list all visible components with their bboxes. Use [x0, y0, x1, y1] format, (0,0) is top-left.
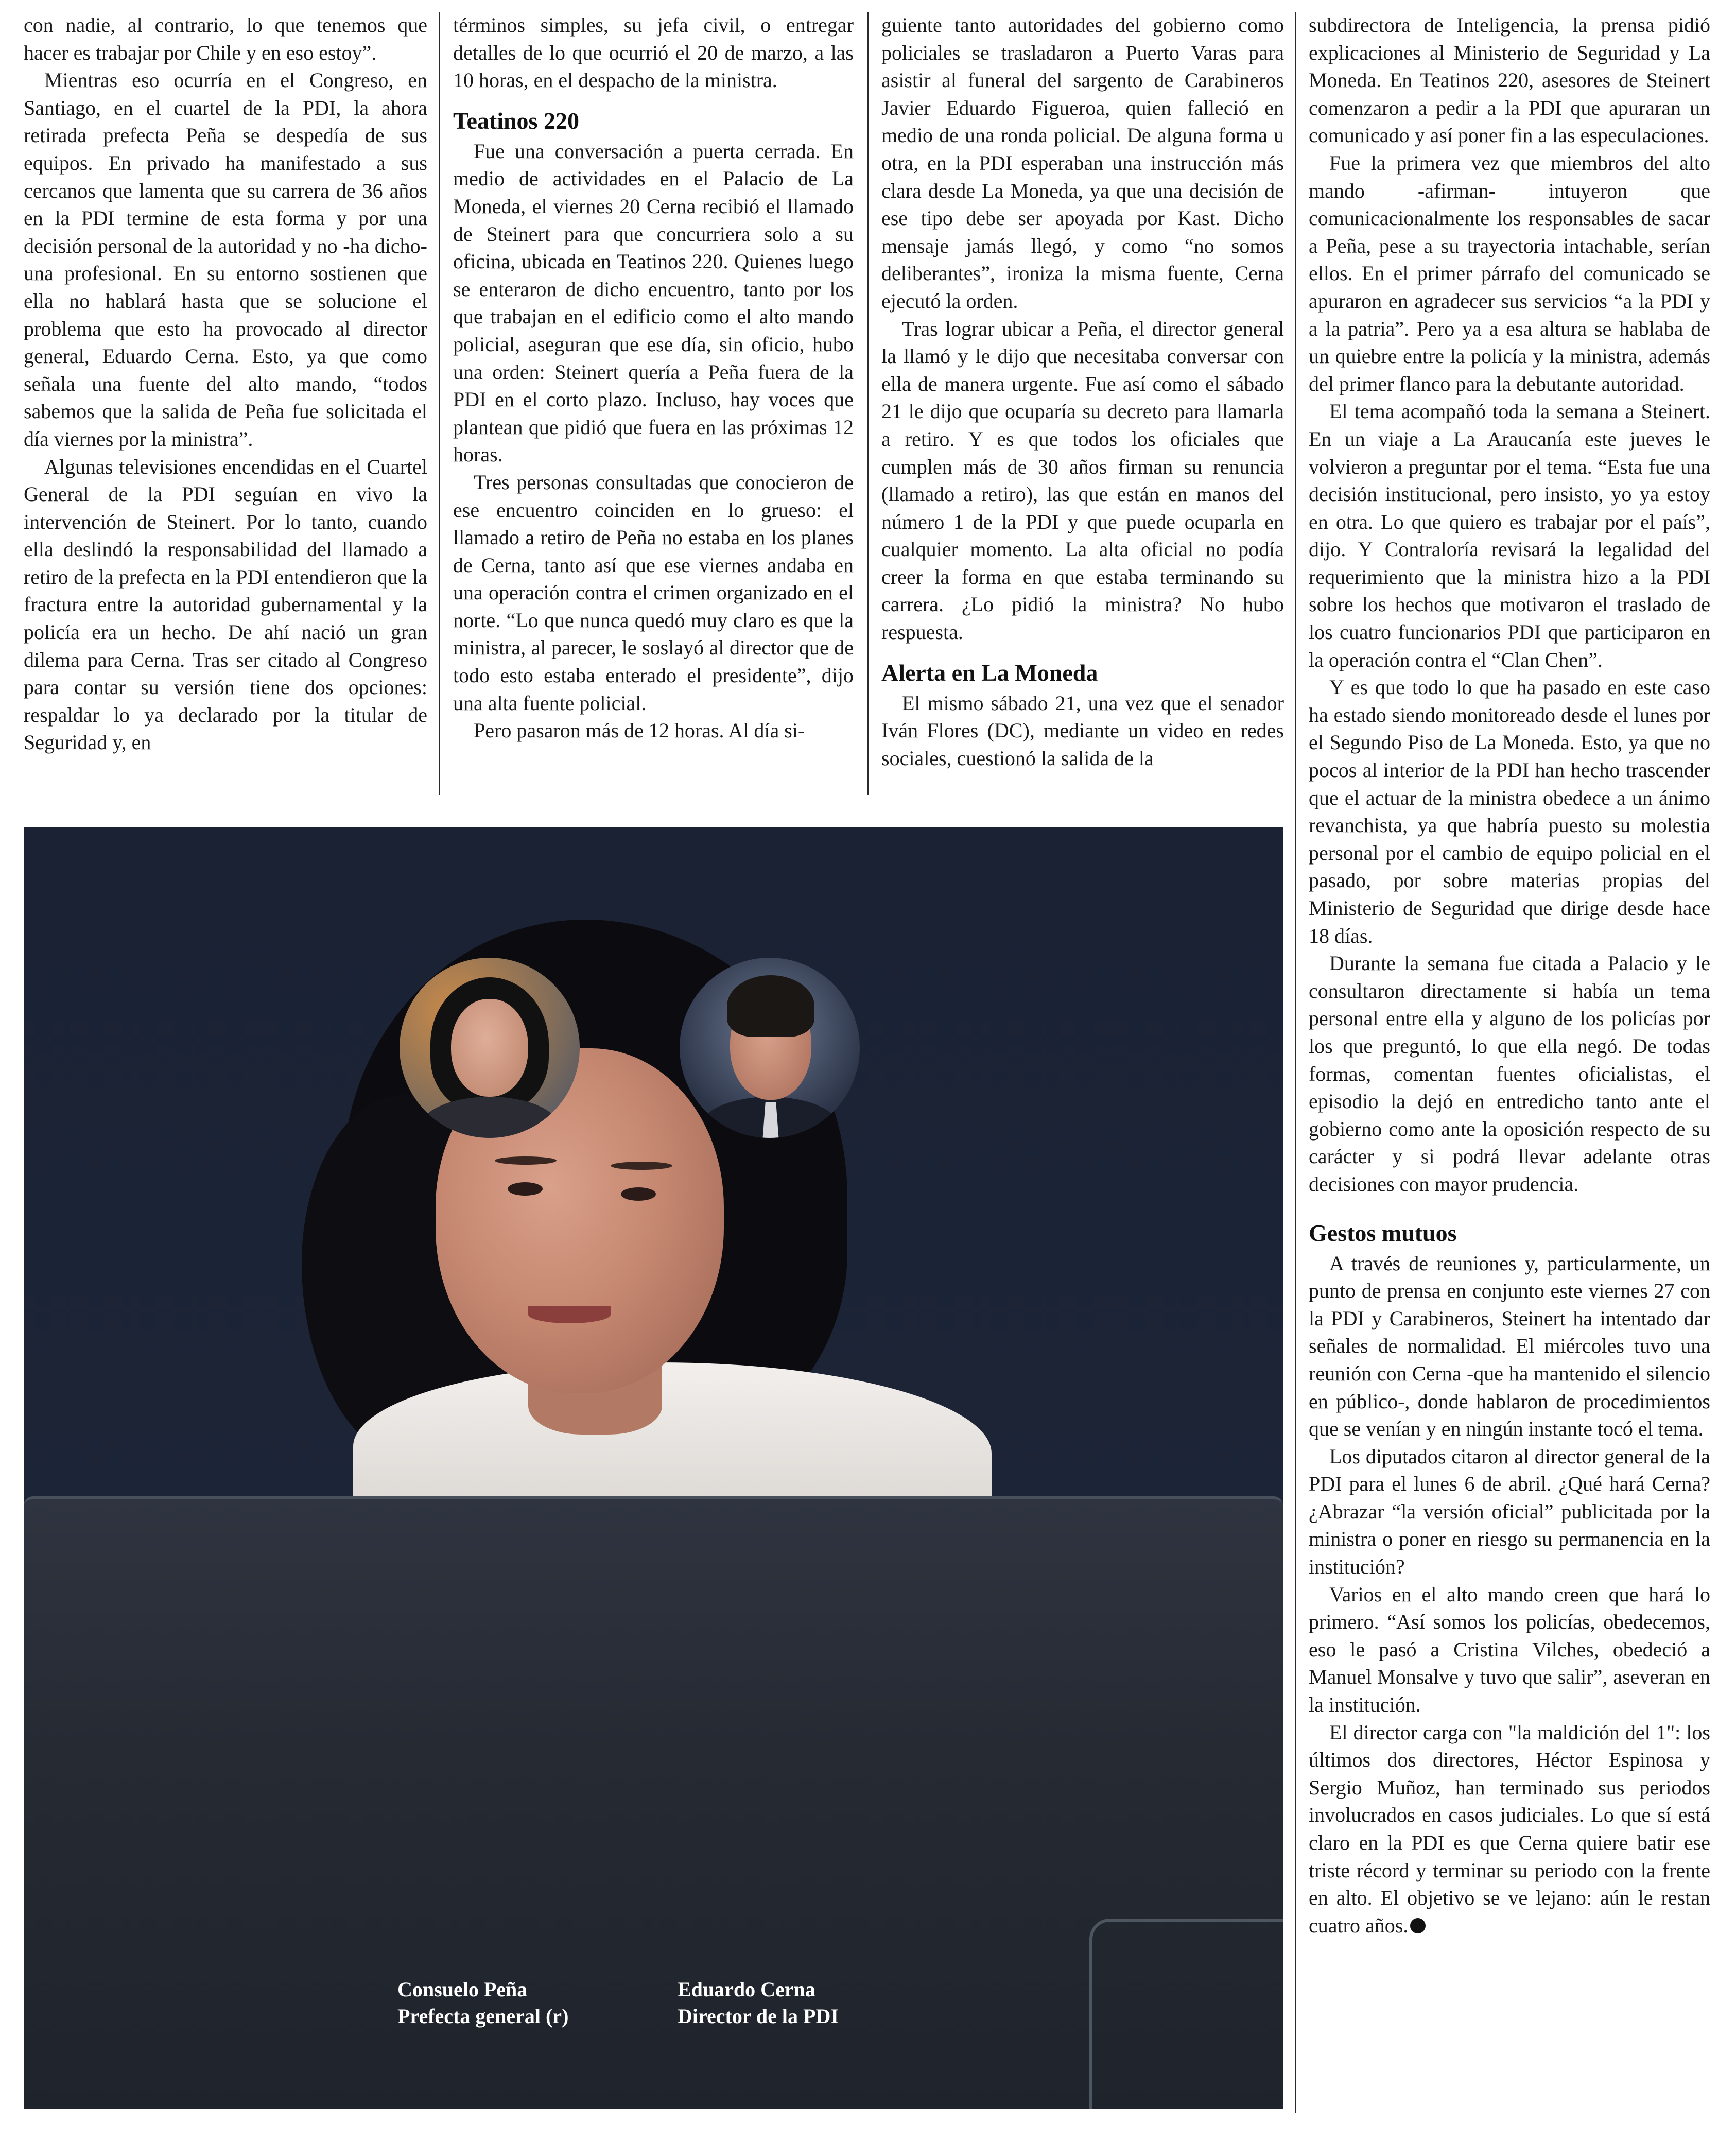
- paragraph: Mientras eso ocurría en el Congreso, en Santiago, en el cuartel de la PDI, la ahora retirada prefecta Peña se despedía de sus equipos. En privado ha manifestado a sus cercanos que lamenta que su carrera de 36 años en la PDI termine de esta forma y por una decisión personal de la autoridad y no -ha dicho- una profesional. En su entorno sostienen que ella no hablará hasta que se solucione el problema que esto ha provocado al director general, Eduardo Cerna. Esto, ya que como señala una fuente del alto mando, “todos sabemos que la salida de Peña fue solicitada el día viernes por la ministra”.: [24, 68, 427, 451]
- caption-cerna: [678, 1976, 839, 2030]
- paragraph: Durante la semana fue citada a Palacio y le consultaron directamente si había un tema personal entre ella y alguno de los policías por los que preguntó, lo que ella negó. De todas formas, comentan fuentes oficialistas, el episodio la dejó en entredicho tanto ante el gobierno como ante la oposición respecto de su carácter y si podrá llevar adelante otras decisiones con mayor prudencia.: [1309, 952, 1710, 1196]
- paragraph: Tras lograr ubicar a Peña, el director general la llamó y le dijo que necesitaba conversar con ella de manera urgente. Fue así como el sábado 21 le dijo que ocuparía su decreto para llamarla a retiro. Y es que todos los oficiales que cumplen más de 30 años firman su renuncia (llamado a retiro), las que están en manos del número 1 de la PDI y que puede ocuparla en cualquier momento. La alta oficial no podía creer la forma en que estaba terminando su carrera. ¿Lo pidió la ministra? No hubo respuesta.: [881, 317, 1284, 644]
- column-rule-2: [867, 12, 869, 795]
- paragraph: subdirectora de Inteligencia, la prensa pidió explicaciones al Ministerio de Seguridad y La Moneda. En Teatinos 220, asesores de Steinert comenzaron a pedir a la PDI que apuraran un comunicado y así poner fin a las especulaciones.: [1309, 13, 1710, 147]
- photo-lectern-edge: [1089, 1919, 1283, 2109]
- photo-eye-right: [621, 1187, 656, 1201]
- photo-brow-left: [495, 1156, 557, 1165]
- paragraph: términos simples, su jefa civil, o entregar detalles de lo que ocurrió el 20 de marzo, a las 10 horas, en el despacho de la ministra.: [453, 13, 854, 92]
- paragraph: Varios en el alto mando creen que hará lo primero. “Así somos los policías, obedecemos, eso le pasó a Cristina Vilches, obedeció a Manuel Monsalve y tuvo que salir”, aseveran en la institución.: [1309, 1582, 1710, 1717]
- paragraph: Pero pasaron más de 12 horas. Al día si-: [474, 719, 805, 742]
- paragraph: Los diputados citaron al director general de la PDI para el lunes 6 de abril. ¿Qué hará Cerna? ¿Abrazar “la versión oficial” publicitada por la ministra o poner en riesgo su permanencia en la institución?: [1309, 1444, 1710, 1579]
- caption-name: Consuelo Peña: [397, 1978, 528, 2001]
- closing-paragraph-text: El director carga con "la maldición del 1": los últimos dos directores, Héctor Espinosa y Sergio Muñoz, han terminado sus periodos involucrados en casos judiciales. Lo que sí está claro en la PDI es que Cerna quiere batir ese triste récord y terminar su periodo con la frente en alto. El objetivo se ve lejano: aún le restan cuatro años.: [1309, 1720, 1710, 1937]
- portrait-hair: [727, 975, 814, 1037]
- paragraph: A través de reuniones y, particularmente, un punto de prensa en conjunto este viernes 27 con la PDI y Carabineros, Steinert ha intentado dar señales de normalidad. El miércoles tuvo una reunión con Cerna -que ha mantenido el silencio en público-, donde hablaron de procedimientos que se venían y en ningún instante tocó el tema.: [1309, 1251, 1710, 1441]
- paragraph: con nadie, al contrario, lo que tenemos que hacer es trabajar por Chile y en eso estoy”.: [24, 13, 427, 64]
- paragraph: Y es que todo lo que ha pasado en este caso ha estado siendo monitoreado desde el lunes por el Segundo Piso de La Moneda. Esto, ya que no pocos al interior de la PDI han hecho trascender que el actuar de la ministra obedece a un ánimo revanchista, ya que habría puesto su molestia personal por el cambio de equipo policial en el pasado, por sobre materias propias del Ministerio de Seguridad que dirige desde hace 18 días.: [1309, 676, 1710, 947]
- paragraph: El tema acompañó toda la semana a Steinert. En un viaje a La Araucanía este jueves le volvieron a preguntar por el tema. “Esta fue una decisión institucional, pero insisto, yo ya estoy en otra. Lo que quiero es trabajar por el país”, dijo. Y Contraloría revisará la legalidad del requerimiento que la ministra hizo a la PDI sobre los hechos que motivaron el traslado de los cuatro funcionarios PDI que participaron en la operación contra el “Clan Chen”.: [1309, 400, 1710, 671]
- paragraph: guiente tanto autoridades del gobierno como policiales se trasladaron a Puerto Varas para asistir al funeral del sargento de Carabineros Javier Eduardo Figueroa, quien falleció en medio de una ronda policial. De alguna forma u otra, en la PDI esperaban una instrucción más clara desde La Moneda, ya que una decisión de ese tipo debe ser apoyada por Kast. Dicho mensaje jamás llegó, y como “no somos deliberantes”, ironiza la misma fuente, Cerna ejecutó la orden.: [881, 13, 1284, 313]
- photo-mouth: [528, 1306, 611, 1323]
- portrait-consuelo-pena: [400, 958, 580, 1138]
- paragraph: El mismo sábado 21, una vez que el senador Iván Flores (DC), mediante un video en redes sociales, cuestionó la salida de la: [881, 691, 1284, 770]
- photo-brow-right: [611, 1162, 672, 1170]
- subheading-gestos: Gestos mutuos: [1309, 1219, 1457, 1246]
- caption-role: Prefecta general (r): [397, 2005, 569, 2028]
- column-rule-3: [1295, 12, 1296, 2113]
- photo-eye-left: [508, 1182, 543, 1196]
- end-mark-icon: [1410, 1918, 1426, 1933]
- paragraph: Fue la primera vez que miembros del alto mando -afirman- intuyeron que comunicacionalmente los responsables de sacar a Peña, pese a su trayectoria intachable, serían ellos. En el primer párrafo del comunicado se apuraron en agradecer sus servicios “a la PDI y a la patria”. Pero ya a esa altura se hablaba de un quiebre entre la policía y la ministra, además del primer flanco para la debutante autoridad.: [1309, 151, 1710, 395]
- paragraph: [1309, 1719, 1710, 1940]
- caption-name: Eduardo Cerna: [678, 1978, 815, 2001]
- portrait-eduardo-cerna: [680, 958, 860, 1138]
- main-photo: [24, 827, 1283, 2109]
- article-column-4: [1309, 11, 1710, 2128]
- paragraph: Algunas televisiones encendidas en el Cuartel General de la PDI seguían en vivo la intervención de Steinert. Por lo tanto, cuando ella deslindó la responsabilidad del llamado a retiro de la prefecta en la PDI entendieron que la fractura entre la autoridad gubernamental y la policía era un hecho. De ahí nació un gran dilema para Cerna. Tras ser citado al Congreso para contar su versión tiene dos opciones: respaldar lo ya declarado por la titular de Seguridad y, en: [24, 455, 427, 754]
- subheading-alerta: Alerta en La Moneda: [881, 659, 1098, 686]
- portrait-face: [451, 999, 528, 1097]
- portrait-body: [420, 1097, 559, 1138]
- caption-pena: [397, 1976, 568, 2030]
- column-rule-1: [439, 12, 440, 795]
- paragraph: Fue una conversación a puerta cerrada. En medio de actividades en el Palacio de La Moneda, el viernes 20 Cerna recibió el llamado de Steinert para que concurriera solo a su oficina, ubicada en Teatinos 220. Quienes luego se enteraron de dicho encuentro, tanto por los que trabajan en el edificio como el alto mando policial, aseguran que ese día, sin oficio, hubo una orden: Steinert quería a Peña fuera de la PDI en el corto plazo. Incluso, hay voces que plantean que pidió que fuera en las próximas 12 horas.: [453, 139, 854, 467]
- article-column-3: [881, 11, 1284, 772]
- article-column-2: [453, 11, 854, 745]
- article-column-1: [24, 11, 427, 756]
- subheading-teatinos: Teatinos 220: [453, 107, 579, 134]
- caption-role: Director de la PDI: [678, 2005, 839, 2028]
- paragraph: Tres personas consultadas que conocieron de ese encuentro coinciden en lo grueso: el llamado a retiro de Peña no estaba en los planes de Cerna, tanto así que ese viernes andaba en una operación contra el crimen organizado en el norte. “Lo que nunca quedó muy claro es que la ministra, al parecer, le soslayó al director que de todo esto estaba enterado el presidente”, dijo una alta fuente policial.: [453, 470, 854, 715]
